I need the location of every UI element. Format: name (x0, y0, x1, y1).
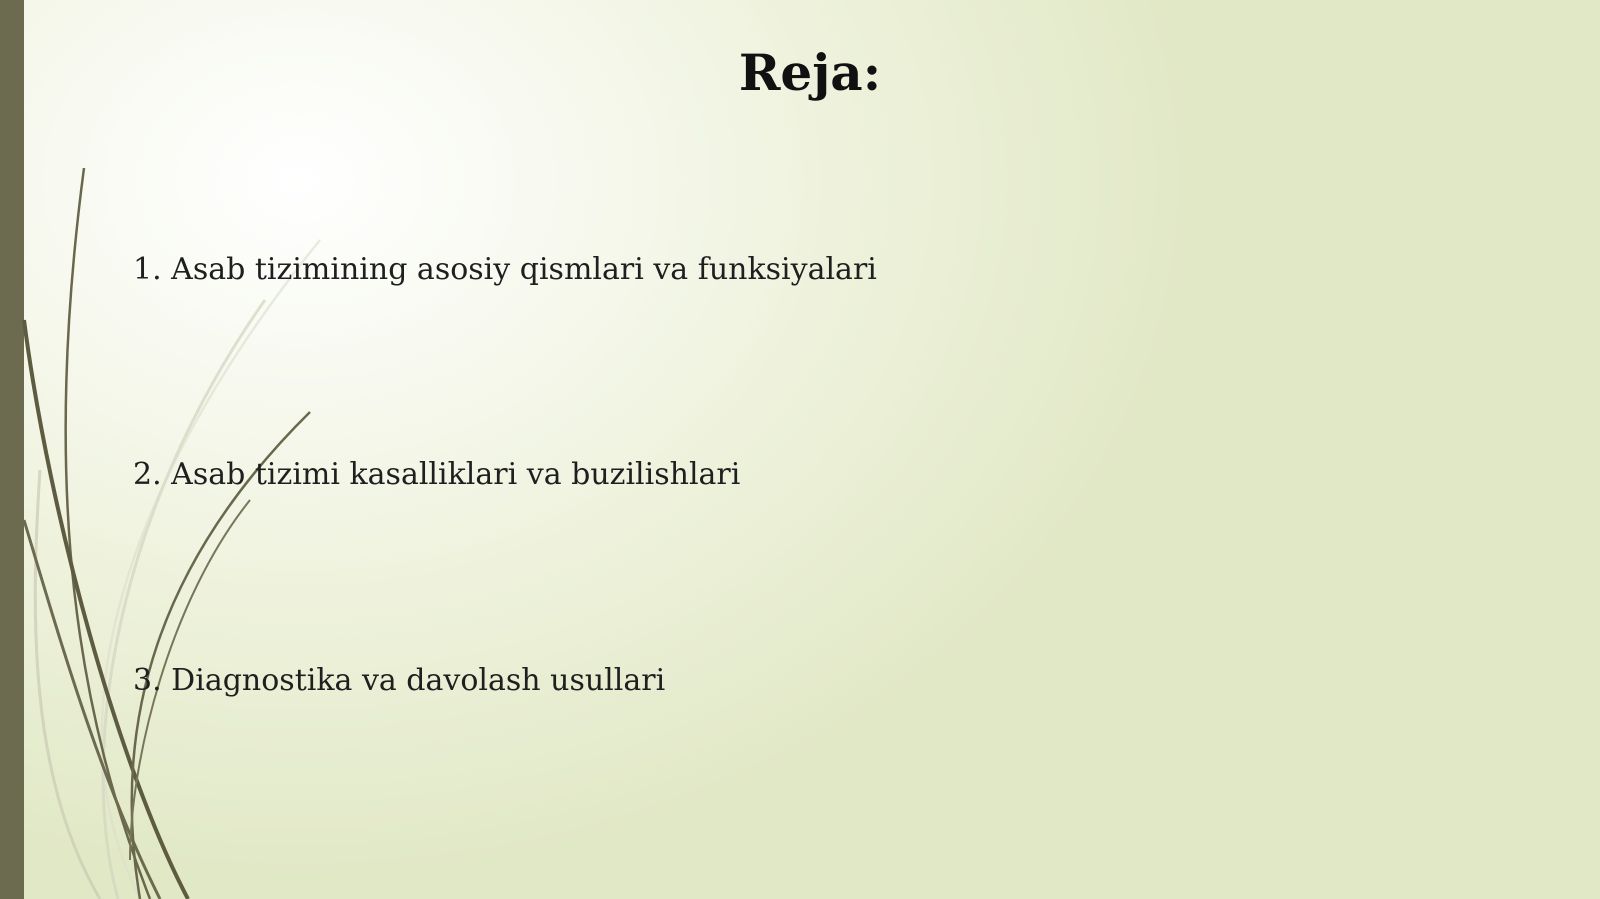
list-item-text: Diagnostika va davolash usullari (171, 663, 666, 698)
list-item (133, 455, 740, 495)
list-item-number: 1. (133, 252, 162, 287)
list-item (133, 250, 877, 290)
list-item-text: Asab tizimining asosiy qismlari va funksiyalari (171, 252, 877, 287)
grass-blades-decoration (0, 0, 400, 899)
list-item (133, 661, 665, 701)
slide-title: Reja: (738, 43, 882, 102)
list-item-number: 2. (133, 457, 162, 492)
list-item-number: 3. (133, 663, 162, 698)
grass-blade-light (35, 470, 100, 899)
grass-blade-light (103, 300, 265, 899)
grass-blade-dark (24, 320, 188, 899)
list-item-text: Asab tizimi kasalliklari va buzilishlari (171, 457, 741, 492)
